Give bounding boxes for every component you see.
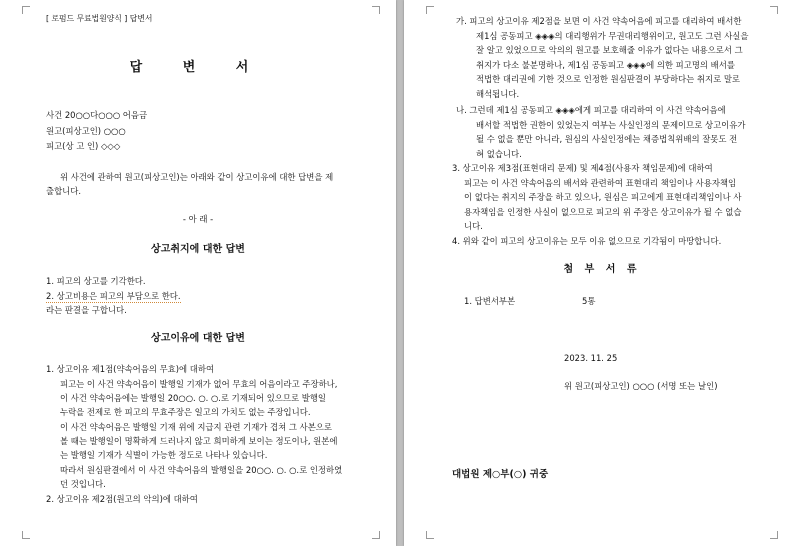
attachments-heading: 첨 부 서 류	[563, 264, 641, 275]
defendant-line: 피고(상 고 인) ◇◇◇	[46, 141, 121, 151]
document-page-right	[404, 0, 800, 546]
below-marker: - 아 래 -	[182, 214, 214, 224]
plaintiff-line: 원고(피상고인) ○○○	[46, 126, 126, 136]
sub-item-text: 가. 피고의 상고이유 제2점을 보면 이 사건 약속어음에 피고를 대리하여 배서한	[456, 16, 742, 26]
reason-text: 피고는 이 사건 약속어음의 배서와 관련하여 표현대리 책임이나 사용자책임	[464, 178, 737, 188]
section-heading: 상고이유에 대한 답변	[151, 333, 245, 344]
document-page-left	[0, 0, 396, 546]
sub-item-text: 제1심 공동피고 ◈◈◈의 대리행위가 무권대리행위이고, 원고도 그런 사실을	[476, 31, 749, 41]
signature-line: 위 원고(피상고인) ○○○ (서명 또는 날인)	[564, 381, 718, 391]
claim-item: 라는 판결을 구합니다.	[46, 305, 127, 315]
reason-text: 이 사건 약속어음은 발행일 기재 위에 지급지 관련 기재가 겹쳐 그 사본으로	[60, 422, 332, 432]
reason-heading: 3. 상고이유 제3점(표현대리 문제) 및 제4점(사용자 책임문제)에 대하여	[452, 163, 713, 173]
sub-item-text: 나. 그런데 제1심 공동피고 ◈◈◈에게 피고를 대리하여 이 사건 약속어음에	[456, 105, 726, 115]
document-title: 답 변 서	[129, 60, 267, 75]
attachment-count: 5통	[582, 296, 596, 306]
attachment-item: 1. 답변서부본	[464, 296, 516, 306]
sub-item-text: 혀 없습니다.	[476, 149, 522, 159]
sub-item-text: 배서할 적법한 권한이 있었는지 여부는 사실인정의 문제이므로 상고이유가	[476, 120, 746, 130]
intro-text: 출합니다.	[46, 186, 82, 196]
sub-item-text: 잘 알고 있었으므로 악의의 원고를 보호해줄 이유가 없다는 내용으로서 그	[476, 45, 743, 55]
page-margin-marker	[372, 6, 380, 14]
reason-text: 누락을 전제로 한 피고의 무효주장은 일고의 가치도 없는 주장입니다.	[60, 407, 311, 417]
sub-item-text: 될 수 없을 뿐만 아니라, 원심의 사실인정에는 채증법칙위배의 잘못도 전	[476, 134, 738, 144]
claim-item: 2. 상고비용은 피고의 부담으로 한다.	[46, 291, 181, 301]
page-margin-marker	[770, 531, 778, 539]
reason-text: 용자책임을 인정한 사실이 없으므로 피고의 위 주장은 상고이유가 될 수 없습	[464, 207, 742, 217]
page-margin-marker	[372, 531, 380, 539]
document-date: 2023. 11. 25	[564, 353, 618, 363]
sub-item-text: 해석됩니다.	[476, 89, 520, 99]
reason-text: 이 없다는 취지의 주장을 하고 있으나, 원심은 피고에게 표현대리책임이나 사	[464, 192, 742, 202]
reason-text: 따라서 원심판결에서 이 사건 약속어음의 발행일을 20○○. ○. ○.로 인정하였	[60, 465, 343, 475]
page-margin-marker	[770, 6, 778, 14]
intro-text: 위 사건에 관하여 원고(피상고인)는 아래와 같이 상고이유에 대한 답변을 제	[60, 172, 334, 182]
reason-text: 니다.	[464, 221, 483, 231]
reason-text: 볼 때는 발행일이 명확하게 드러나지 않고 희미하게 보이는 정도이나, 원본에	[60, 436, 338, 446]
page-margin-marker	[426, 6, 434, 14]
page-margin-marker	[22, 6, 30, 14]
page-margin-marker	[426, 531, 434, 539]
claim-item: 1. 피고의 상고를 기각한다.	[46, 276, 146, 286]
court-addressee: 대법원 제○부(○) 귀중	[452, 469, 549, 480]
page-margin-marker	[22, 531, 30, 539]
reason-heading: 2. 상고이유 제2점(원고의 악의)에 대하여	[46, 494, 198, 504]
reason-conclusion: 4. 위와 같이 피고의 상고이유는 모두 이유 없으므로 기각됨이 마땅합니다.	[452, 236, 722, 246]
case-number: 사건 20○○다○○○ 어음금	[46, 110, 148, 120]
sub-item-text: 적법한 대리권에 기한 것으로 인정한 원심판결이 부당하다는 취지로 말로	[476, 74, 741, 84]
form-header: [ 로펌드 무료법원양식 ] 답변서	[46, 14, 153, 23]
reason-text: 피고는 이 사건 약속어음이 발행일 기재가 없어 무효의 어음이라고 주장하나,	[60, 379, 338, 389]
reason-text: 던 것입니다.	[60, 479, 106, 489]
reason-heading: 1. 상고이유 제1점(약속어음의 무효)에 대하여	[46, 364, 215, 374]
reason-text: 이 사건 약속어음에는 발행일 20○○. ○. ○.로 기재되어 있으므로 발행일	[60, 393, 326, 403]
section-heading: 상고취지에 대한 답변	[151, 244, 245, 255]
reason-text: 는 발행일 기재가 식별이 가능한 정도로 나타나 있습니다.	[60, 450, 268, 460]
sub-item-text: 취지가 다소 불분명하나, 제1심 공동피고 ◈◈◈에 의한 피고명의 배서를	[476, 60, 735, 70]
